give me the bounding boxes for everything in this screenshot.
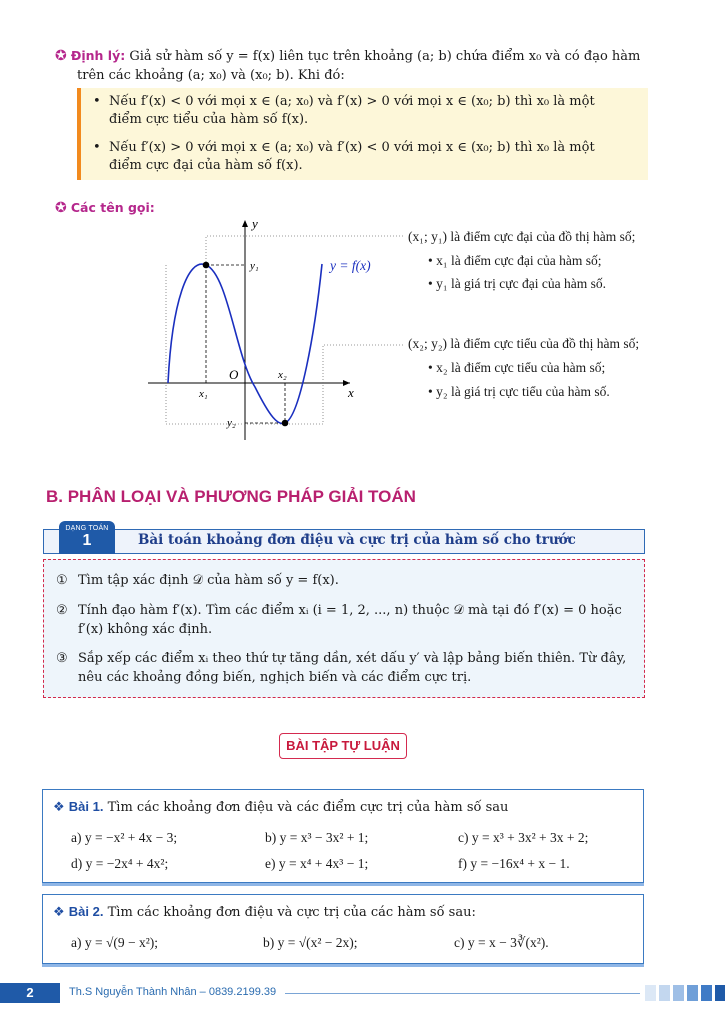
step-1-number: ① <box>56 573 68 588</box>
exercise-1-item-f: f) y = −16x⁴ + x − 1. <box>458 856 570 871</box>
theorem-label: Định lý: <box>70 48 126 63</box>
min-y-label: y₂ là giá trị cực tiểu của hàm số. <box>436 384 610 399</box>
step-3-line1: Sắp xếp các điểm xᵢ theo thứ tự tăng dần, xét dấu y′ và lập bảng biến thiên. Từ đây, <box>78 651 627 666</box>
footer-square <box>687 985 698 1001</box>
min-y-text: • y₂ là giá trị cực tiểu của hàm số. <box>428 384 610 399</box>
step-2-line1: Tính đạo hàm f′(x). Tìm các điểm xᵢ (i = 1, 2, ..., n) thuộc 𝒟 mà tại đó f′(x) = 0 hoặc <box>78 603 622 618</box>
exercise-2-box <box>42 894 644 964</box>
exercise-1-box <box>42 789 644 883</box>
step-3-number: ③ <box>56 651 68 666</box>
step-2-line2: f′(x) không xác định. <box>78 622 213 637</box>
exercise-2-text: Tìm các khoảng đơn điệu và cực trị của các hàm số sau: <box>107 905 476 920</box>
exercise-1-item-e: e) y = x⁴ + 4x³ − 1; <box>265 856 369 871</box>
max-x-label: x₁ là điểm cực đại của hàm số; <box>436 253 602 268</box>
y-axis-arrow <box>242 220 248 227</box>
theorem-intro-line2: trên các khoảng (a; x₀) và (x₀; b). Khi đó: <box>77 68 345 83</box>
section-title: B. PHÂN LOẠI VÀ PHƯƠNG PHÁP GIẢI TOÁN <box>46 487 416 506</box>
origin-label: O <box>229 367 239 382</box>
theorem-intro-line1: Giả sử hàm số y = f(x) liên tục trên khoảng (a; b) chứa điểm x₀ và có đạo hàm <box>129 49 641 64</box>
exercise-1-item-d: d) y = −2x⁴ + 4x²; <box>71 856 169 871</box>
x-axis-label: x <box>348 385 354 400</box>
y2-label: y₂ <box>227 417 236 429</box>
bullet2-line2: điểm cực đại của hàm số f(x). <box>109 158 303 173</box>
theorem-box <box>77 88 648 180</box>
footer-divider <box>285 993 640 994</box>
max-point-text: (x₁; y₁) là điểm cực đại của đồ thị hàm số; <box>408 229 636 244</box>
theorem-bullet-2 <box>109 139 639 175</box>
min-x-text: • x₂ là điểm cực tiểu của hàm số; <box>428 360 606 375</box>
exercise-1-item-a: a) y = −x² + 4x − 3; <box>71 830 178 845</box>
exercise-1-heading <box>53 799 508 815</box>
x1-label: x₁ <box>199 388 208 400</box>
step-1 <box>56 571 633 590</box>
step-3 <box>56 649 633 687</box>
footer-square <box>715 985 725 1001</box>
min-x-label: x₂ là điểm cực tiểu của hàm số; <box>436 360 606 375</box>
cluster-icon: ❖ <box>53 800 65 815</box>
min-point-text: (x₂; y₂) là điểm cực tiểu của đồ thị hàm số; <box>408 336 640 351</box>
max-y-text: • y₁ là giá trị cực đại của hàm số. <box>428 276 606 291</box>
exercise-1-text: Tìm các khoảng đơn điệu và các điểm cực trị của hàm số sau <box>107 800 509 815</box>
min-point <box>282 420 289 427</box>
max-y-label: y₁ là giá trị cực đại của hàm số. <box>436 276 606 291</box>
bullet1-line1: Nếu f′(x) < 0 với mọi x ∈ (a; x₀) và f′(x) > 0 với mọi x ∈ (x₀; b) thì x₀ là một <box>109 94 595 109</box>
exercise-section-label: BÀI TẬP TỰ LUẬN <box>279 733 407 759</box>
step-1-line1: Tìm tập xác định 𝒟 của hàm số y = f(x). <box>78 573 339 588</box>
exercise-2-item-b: b) y = √(x² − 2x); <box>263 935 358 950</box>
dang-toan-number: 1 <box>82 532 92 549</box>
curve-label: y = f(x) <box>330 258 371 273</box>
footer-author: Th.S Nguyễn Thành Nhân – 0839.2199.39 <box>69 986 277 998</box>
x2-label: x₂ <box>278 369 287 381</box>
exercise-2-heading <box>53 904 476 920</box>
page-number: 2 <box>0 983 60 1003</box>
cluster-icon: ❖ <box>53 905 65 920</box>
footer-square <box>701 985 712 1001</box>
exercise-1-label: Bài 1. <box>68 799 104 814</box>
max-point <box>203 262 210 269</box>
gear-icon: ✪ <box>55 48 67 64</box>
theorem-bullet-1 <box>109 93 639 129</box>
exercise-2-item-c: c) y = x − 3∛(x²). <box>454 935 549 950</box>
footer-square <box>645 985 656 1001</box>
theorem-statement <box>55 46 650 85</box>
exercise-2-item-a: a) y = √(9 − x²); <box>71 935 159 950</box>
exercise-1-item-b: b) y = x³ − 3x² + 1; <box>265 830 369 845</box>
y1-label: y₁ <box>250 260 259 272</box>
bullet2-line1: Nếu f′(x) > 0 với mọi x ∈ (a; x₀) và f′(x) < 0 với mọi x ∈ (x₀; b) thì x₀ là một <box>109 140 595 155</box>
steps-box <box>43 559 645 698</box>
step-2 <box>56 601 633 639</box>
max-x-text: • x₁ là điểm cực đại của hàm số; <box>428 253 602 268</box>
extremum-graph <box>140 212 410 444</box>
step-3-line2: nêu các khoảng đồng biến, nghịch biến và các điểm cực trị. <box>78 670 472 685</box>
exercise-1-item-c: c) y = x³ + 3x² + 3x + 2; <box>458 830 589 845</box>
step-2-number: ② <box>56 603 68 618</box>
y-axis-label: y <box>252 216 258 231</box>
bullet1-line2: điểm cực tiểu của hàm số f(x). <box>109 112 309 127</box>
names-label: Các tên gọi: <box>70 200 155 215</box>
dang-toan-title: Bài toán khoảng đơn điệu và cực trị của hàm số cho trước <box>138 532 576 548</box>
footer-square <box>673 985 684 1001</box>
exercise-2-label: Bài 2. <box>68 904 104 919</box>
dang-toan-tag-text: DẠNG TOÁN <box>65 525 109 532</box>
dang-toan-tag <box>59 521 115 554</box>
gear-icon: ✪ <box>55 200 67 216</box>
footer-square <box>659 985 670 1001</box>
